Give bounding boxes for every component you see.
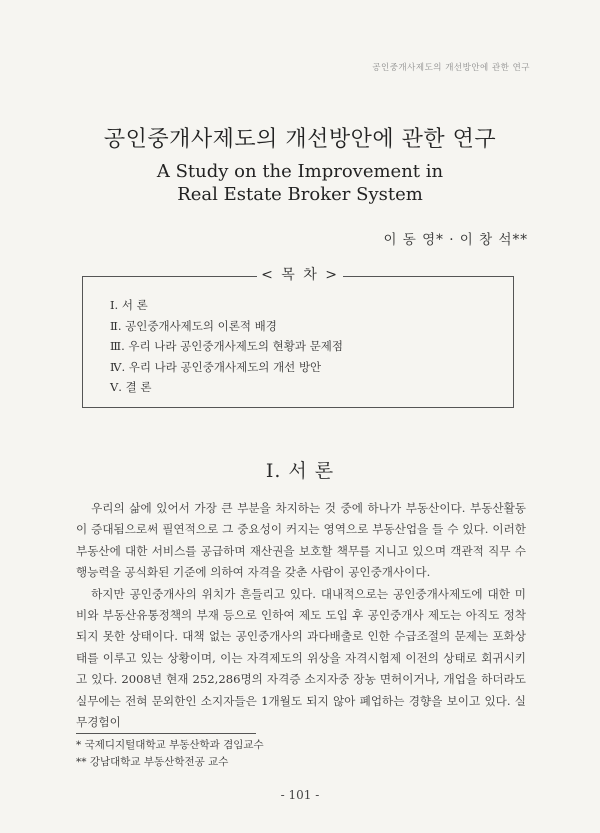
paragraph: 하지만 공인중개사의 위치가 흔들리고 있다. 대내적으로는 공인중개사제도에 대한 미비와 부동산유통정책의 부재 등으로 인하여 제도 도입 후 공인중개사 제도는 아직도 정착되지 못한 상태이다. 대책 없는 공인중개사의 과다배출로 인한 수급조절의 문제는 포화상태를 이루고 있는 상황이며, 이는 자격제도의 위상을 자격시험제 이전의 상태로 회귀시키고 있다. 2008년 현재 252,286명의 자격증 소지자중 장농 면허이거나, 개업을 하더라도 실무에는 전혀 문외한인 소지자들은 1개월도 되지 않아 폐업하는 경향을 보이고 있다. 실무경험이: [76, 586, 526, 730]
title-korean: 공인중개사제도의 개선방안에 관한 연구: [103, 127, 497, 152]
footnote: ** 강남대학교 부동산학전공 교수: [76, 756, 229, 768]
toc-item: Ⅳ. 우리 나라 공인중개사제도의 개선 방안: [110, 359, 322, 374]
toc-heading-label: < 목 차 >: [257, 267, 343, 283]
toc-item: Ⅲ. 우리 나라 공인중개사제도의 현황과 문제점: [110, 339, 343, 353]
toc-heading: [0, 264, 600, 284]
title-english: [0, 160, 600, 206]
title-english-line-1: A Study on the Improvement in: [156, 161, 444, 182]
footnote-divider: [76, 733, 256, 734]
running-head: 공인중개사제도의 개선방안에 관한 연구: [372, 63, 530, 73]
footnotes: [76, 737, 264, 771]
paragraph: 우리의 삶에 있어서 가장 큰 부분을 차지하는 것 중에 하나가 부동산이다. 부동산활동이 증대됨으로써 필연적으로 그 중요성이 커지는 영역으로 부동산업을 들 수 있다. 이러한 부동산에 대한 서비스를 공급하며 재산권을 보호할 책무를 지니고 있으며 객관적 직무 수행능력을 공식화된 기준에 의하여 자격을 갖춘 사람이 공인중개사이다.: [76, 501, 526, 580]
toc-list: [110, 295, 343, 398]
body-text: [76, 498, 526, 733]
authors: 이 동 영* · 이 창 석**: [383, 232, 528, 248]
toc-item: Ⅰ. 서 론: [110, 298, 148, 312]
toc-item: Ⅴ. 결 론: [110, 380, 152, 394]
title-english-line-2: Real Estate Broker System: [177, 184, 423, 205]
page-number: - 101 -: [280, 788, 320, 802]
section-heading: Ⅰ. 서 론: [265, 460, 335, 482]
footnote: * 국제디지털대학교 부동산학과 겸임교수: [76, 739, 264, 751]
toc-item: Ⅱ. 공인중개사제도의 이론적 배경: [110, 318, 277, 333]
